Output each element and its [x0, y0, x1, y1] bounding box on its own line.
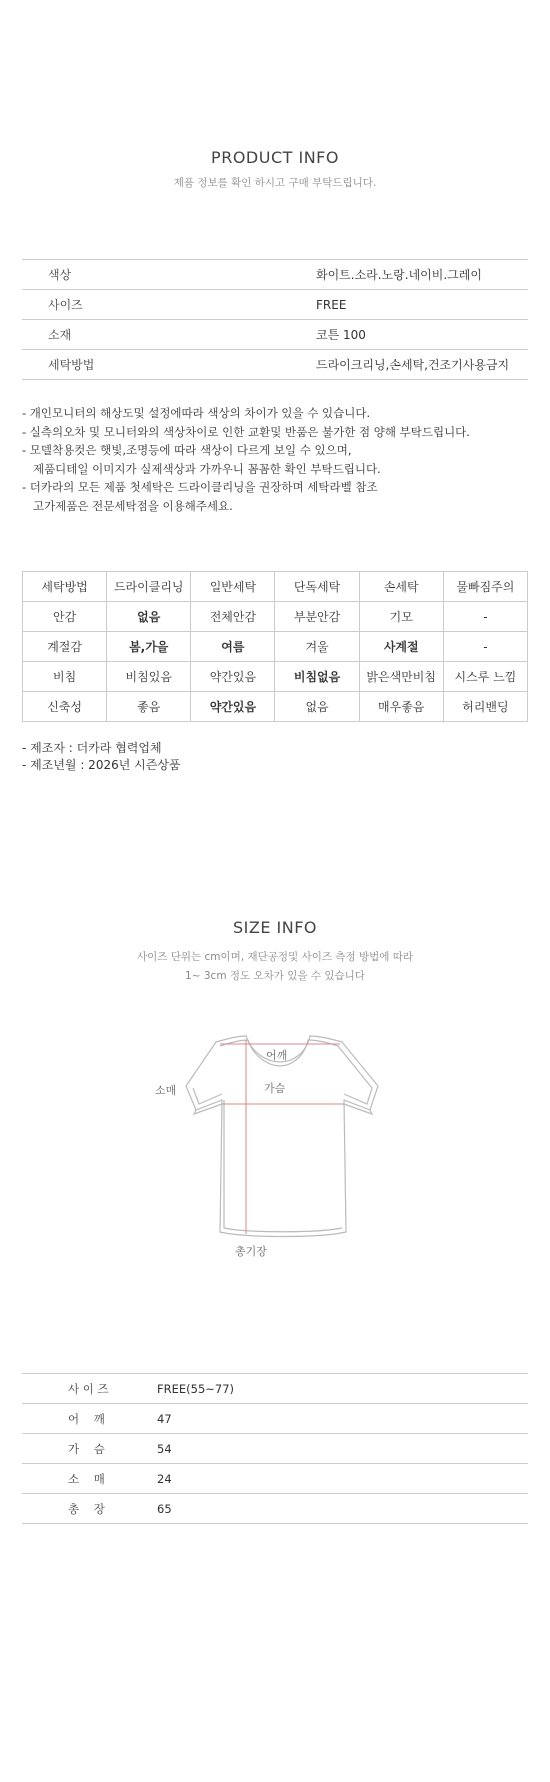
info-value: 화이트.소라.노랑.네이비.그레이	[316, 268, 482, 282]
care-cell: 약간있음	[191, 692, 275, 722]
size-info-subtitle-2: 1~ 3cm 정도 오차가 있을 수 있습니다	[185, 970, 365, 982]
care-cell: 허리밴딩	[443, 692, 527, 722]
info-value: FREE	[316, 297, 347, 312]
care-cell: 드라이클리닝	[107, 572, 191, 602]
care-cell: 비침없음	[275, 662, 359, 692]
info-label: 소재	[48, 328, 72, 342]
care-cell: 일반세탁	[191, 572, 275, 602]
size-table	[22, 1373, 528, 1524]
length-label: 총기장	[235, 1245, 267, 1258]
care-table	[22, 571, 528, 722]
care-cell: 비침있음	[107, 662, 191, 692]
care-row	[23, 692, 528, 722]
info-row-wash	[22, 350, 528, 380]
size-label: 가 슴	[68, 1441, 105, 1456]
info-value: 코튼 100	[316, 328, 366, 342]
size-label: 사 이 즈	[68, 1381, 109, 1396]
care-cell: 좋음	[107, 692, 191, 722]
product-info-subtitle: 제품 정보를 확인 하시고 구매 부탁드립니다.	[173, 177, 377, 189]
care-row-header: 세탁방법	[23, 572, 107, 602]
info-value: 드라이크리닝,손세탁,건조기사용금지	[316, 358, 510, 372]
notice-item: 제품디테일 이미지가 실제색상과 가까우니 꼼꼼한 확인 부탁드립니다.	[22, 461, 381, 476]
shoulder-label: 어깨	[266, 1049, 288, 1062]
care-row-header: 신축성	[23, 692, 107, 722]
notice-item: - 더카라의 모든 제품 첫세탁은 드라이클리닝을 권장하며 세탁라벨 참조	[22, 480, 378, 494]
care-cell: 부분안감	[275, 602, 359, 632]
product-info-title: PRODUCT INFO	[211, 148, 339, 167]
care-cell: 손세탁	[359, 572, 443, 602]
care-cell: 약간있음	[191, 662, 275, 692]
size-value: 47	[157, 1411, 172, 1426]
care-cell: 시스루 느낌	[443, 662, 527, 692]
care-cell: 봄,가을	[107, 632, 191, 662]
care-cell: 물빠짐주의	[443, 572, 527, 602]
length-row	[22, 1494, 528, 1524]
sleeve-row	[22, 1464, 528, 1494]
chest-row	[22, 1434, 528, 1464]
size-value: 65	[157, 1501, 172, 1516]
notice-list	[22, 404, 542, 515]
notice-item: 고가제품은 전문세탁점을 이용해주세요.	[22, 498, 233, 513]
care-cell: 없음	[275, 692, 359, 722]
info-row-size	[22, 290, 528, 320]
maker-date-line: - 제조년월 : 2026년 시즌상품	[22, 758, 181, 772]
care-row	[23, 632, 528, 662]
size-info-title: SIZE INFO	[232, 918, 317, 937]
care-row	[23, 572, 528, 602]
care-row-header: 비침	[23, 662, 107, 692]
care-row-header: 계절감	[23, 632, 107, 662]
care-cell: 전체안감	[191, 602, 275, 632]
notice-item: - 모델착용컷은 햇빛,조명등에 따라 색상이 다르게 보일 수 있으며,	[22, 443, 352, 457]
care-row-header: 안감	[23, 602, 107, 632]
tshirt-outline-svg	[150, 1030, 390, 1260]
chest-label: 가슴	[264, 1082, 286, 1095]
care-cell: 단독세탁	[275, 572, 359, 602]
care-cell: 겨울	[275, 632, 359, 662]
size-label: 총 장	[68, 1501, 105, 1516]
maker-info	[22, 740, 181, 774]
care-cell: 사계절	[359, 632, 443, 662]
tshirt-diagram	[150, 1030, 390, 1260]
info-label: 사이즈	[48, 298, 83, 312]
care-cell: 매우좋음	[359, 692, 443, 722]
size-value: 54	[157, 1441, 172, 1456]
care-cell: 없음	[107, 602, 191, 632]
sleeve-label: 소매	[155, 1084, 177, 1097]
care-cell: 여름	[191, 632, 275, 662]
shoulder-row	[22, 1404, 528, 1434]
care-cell: -	[443, 632, 527, 662]
maker-line: - 제조자 : 더카라 협력업체	[22, 741, 162, 755]
size-value: 24	[157, 1471, 172, 1486]
info-label: 세탁방법	[48, 358, 95, 372]
notice-item: - 개인모니터의 해상도및 설정에따라 색상의 차이가 있을 수 있습니다.	[22, 406, 371, 420]
care-row	[23, 662, 528, 692]
care-cell: -	[443, 602, 527, 632]
care-cell: 밝은색만비침	[359, 662, 443, 692]
size-info-subtitle-1: 사이즈 단위는 cm이며, 재단공정및 사이즈 측정 방법에 따라	[137, 951, 413, 963]
product-info-table	[22, 259, 528, 380]
size-value: FREE(55~77)	[157, 1381, 235, 1396]
info-row-material	[22, 320, 528, 350]
care-cell: 기모	[359, 602, 443, 632]
info-row-color	[22, 260, 528, 290]
info-label: 색상	[48, 268, 72, 282]
size-row	[22, 1374, 528, 1404]
notice-item: - 실측의오차 및 모니터와의 색상차이로 인한 교환및 반품은 불가한 점 양해 부탁드립니다.	[22, 424, 470, 439]
care-row	[23, 602, 528, 632]
size-label: 소 매	[68, 1471, 105, 1486]
size-label: 어 깨	[68, 1411, 105, 1426]
